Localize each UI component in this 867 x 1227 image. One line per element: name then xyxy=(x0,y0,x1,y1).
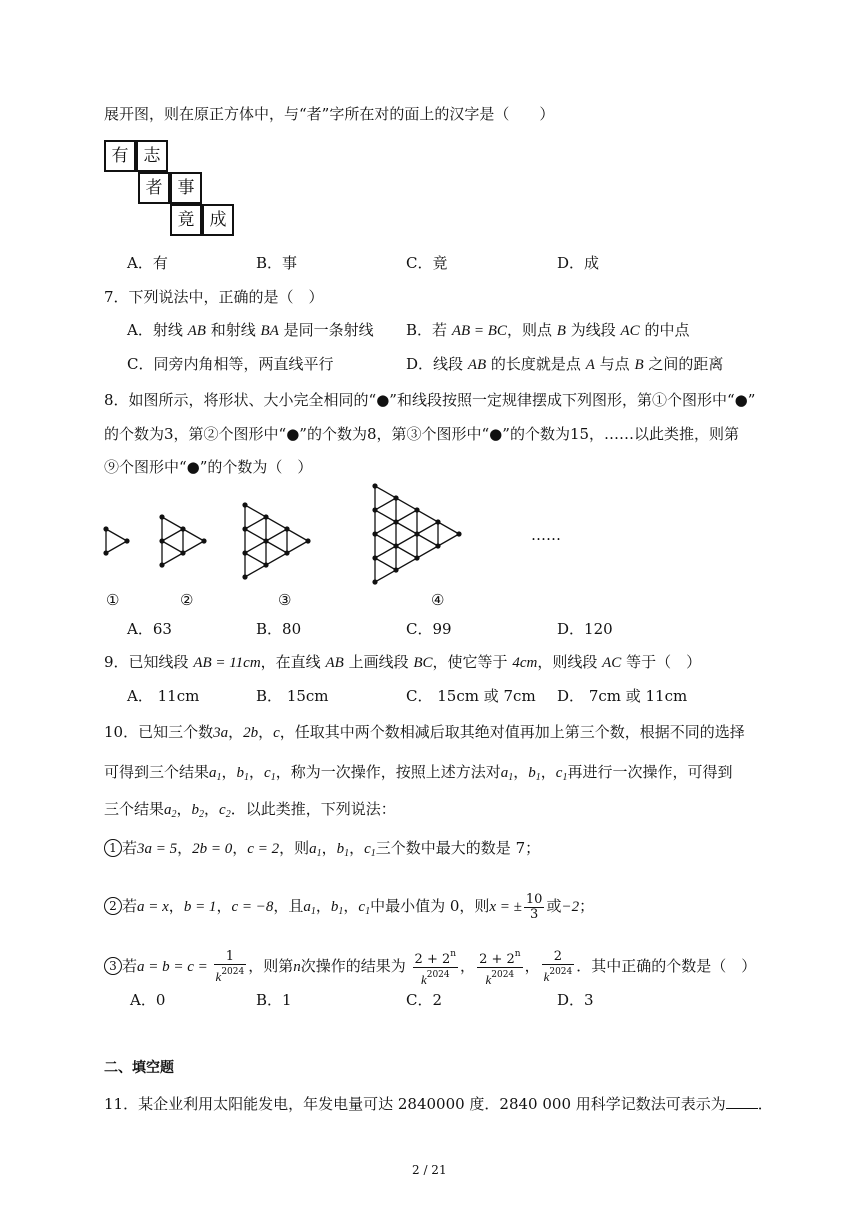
figure-dot xyxy=(414,507,419,512)
figure-dot xyxy=(180,550,185,555)
q7-option-c: C．同旁内角相等，两直线平行 xyxy=(127,355,334,373)
q10-line-2: 可得到三个结果$a_1$，$b_1$，$c_1$，称为一次操作，按照上述方法对$a_1$，$b_1$，$c_1$再进行一次操作，可得到 xyxy=(104,763,733,783)
q9-option-a: A． 11cm xyxy=(127,687,200,705)
figure-dot xyxy=(414,555,419,560)
q10-line-1: 10．已知三个数3a，2b，c，任取其中两个数相减后取其绝对值再加上第三个数，根据不同的选择 xyxy=(104,723,745,741)
q9-option-c: C． 15cm 或 7cm xyxy=(406,687,536,705)
q6-option-d: D．成 xyxy=(557,254,600,272)
q6-intro: 展开图，则在原正方体中，与“者”字所在对的面上的汉字是（ ） xyxy=(104,105,555,123)
q9-option-d: D． 7cm 或 11cm xyxy=(557,687,688,705)
figure-dot xyxy=(159,538,164,543)
figure-segment xyxy=(106,529,127,541)
figure-segment xyxy=(417,534,438,546)
figure-dot xyxy=(435,543,440,548)
figure-dot xyxy=(159,562,164,567)
figure-segment xyxy=(375,546,396,558)
q6-option-c: C．竟 xyxy=(406,254,448,272)
q8-option-d: D．120 xyxy=(557,620,613,638)
net-cell-3: 者 xyxy=(138,172,170,204)
figure-dot xyxy=(393,543,398,548)
figure-segment xyxy=(375,534,396,546)
figure-dot xyxy=(435,519,440,524)
figure-segment xyxy=(162,541,183,553)
q6-option-a: A．有 xyxy=(127,254,168,272)
figure-segment xyxy=(396,534,417,546)
net-cell-4: 事 xyxy=(170,172,202,204)
q9-stem: 9．已知线段 AB = 11cm，在直线 AB 上画线段 BC，使它等于 4cm，则线段 AC 等于（ ） xyxy=(104,653,702,671)
figure-dot xyxy=(456,531,461,536)
figure-dot xyxy=(393,519,398,524)
figure-dot xyxy=(414,531,419,536)
figure-dot xyxy=(263,562,268,567)
q8-option-c: C．99 xyxy=(406,620,452,638)
figure-segment xyxy=(245,529,266,541)
figure-label-1: ① xyxy=(106,591,120,609)
q7-option-b: B．若 AB = BC，则点 B 为线段 AC 的中点 xyxy=(406,321,690,339)
figure-label-3: ③ xyxy=(278,591,292,609)
figure-dot xyxy=(393,495,398,500)
q8-line-2: 的个数为3，第②个图形中“●”的个数为8，第③个图形中“●”的个数为15，……以此类推，则第 xyxy=(104,425,740,443)
figure-segment xyxy=(417,522,438,534)
figure-segment xyxy=(266,541,287,553)
q8-option-b: B．80 xyxy=(256,620,302,638)
section-title: 二、填空题 xyxy=(104,1060,174,1076)
figure-dot xyxy=(180,526,185,531)
figure-segment xyxy=(245,517,266,529)
figure-segment xyxy=(396,522,417,534)
figures-ellipsis: …… xyxy=(531,526,561,544)
q6-option-b: B．事 xyxy=(256,254,298,272)
q10-option-c: C．2 xyxy=(406,991,443,1009)
q10-line-3: 三个结果$a_2$，$b_2$，$c_2$．以此类推，下列说法： xyxy=(104,800,396,820)
figure-segment xyxy=(245,541,266,553)
net-cell-1: 有 xyxy=(104,140,136,172)
figure-dot xyxy=(372,555,377,560)
figure-dot xyxy=(372,483,377,488)
figure-segment xyxy=(162,529,183,541)
figure-segment xyxy=(266,529,287,541)
figure-segment xyxy=(375,498,396,510)
figure-dot xyxy=(305,538,310,543)
figure-dot xyxy=(372,579,377,584)
q7-option-d: D．线段 AB 的长度就是点 A 与点 B 之间的距离 xyxy=(406,355,724,373)
figure-dot xyxy=(159,514,164,519)
q10-statement-2: 2 若a = x，b = 1，c = −8，且$a_1$，$b_1$，$c_1$中最小值为 0，则x = ± $\frac{10}{3}$ 或−2； xyxy=(104,884,594,934)
page-number: 2 / 21 xyxy=(412,1163,447,1177)
figure-segment xyxy=(396,546,417,558)
q8-line-3: ⑨个图形中“●”的个数为（ ） xyxy=(104,458,313,476)
q7-stem: 7．下列说法中，正确的是（ ） xyxy=(104,288,324,306)
figure-label-4: ④ xyxy=(431,591,445,609)
figure-dot xyxy=(372,531,377,536)
figure-dot xyxy=(242,502,247,507)
q8-line-1: 8．如图所示，将形状、大小完全相同的“●”和线段按照一定规律摆成下列图形，第①个图形中“●” xyxy=(104,391,756,409)
q10-option-a: A．0 xyxy=(130,991,166,1009)
figure-segment xyxy=(375,510,396,522)
figure-dot xyxy=(201,538,206,543)
q11-stem: 11．某企业利用太阳能发电，年发电量可达 2840000 度．2840 000 用科学记数法可表示为 ． xyxy=(104,1095,773,1113)
q10-statement-3: 3 若a = b = c = $\frac{1}{k^{2024}}$ ，则第n次操作的结果为 $\frac{2 + 2^n}{k^{2024}}$ ， $\frac{2 + 2^n}{k^{2024}}$ ， $\frac{2}{k^{2024}}$ ．其中正确的个数是（ ） xyxy=(104,944,756,989)
figure-dot xyxy=(263,514,268,519)
figure-dot xyxy=(103,526,108,531)
q8-option-a: A．63 xyxy=(127,620,172,638)
q9-option-b: B． 15cm xyxy=(256,687,329,705)
figure-segment xyxy=(106,541,127,553)
figure-dot xyxy=(284,526,289,531)
figure-dot xyxy=(242,526,247,531)
net-cell-6: 成 xyxy=(202,204,234,236)
figure-segment xyxy=(245,553,266,565)
figure-dot xyxy=(393,567,398,572)
figure-dot xyxy=(284,550,289,555)
figure-segment xyxy=(375,558,396,570)
figure-segment xyxy=(375,522,396,534)
figure-segment xyxy=(396,510,417,522)
figure-dot xyxy=(124,538,129,543)
figure-dot xyxy=(372,507,377,512)
figure-label-2: ② xyxy=(180,591,194,609)
figure-dot xyxy=(263,538,268,543)
figure-dot xyxy=(242,550,247,555)
q10-statement-1: 1 若3a = 5，2b = 0，c = 2，则$a_1$，$b_1$，$c_1$三个数中最大的数是 7； xyxy=(104,838,540,864)
q10-option-d: D．3 xyxy=(557,991,594,1009)
net-cell-2: 志 xyxy=(136,140,168,172)
figure-dot xyxy=(103,550,108,555)
net-cell-5: 竟 xyxy=(170,204,202,236)
figure-dot xyxy=(242,574,247,579)
q10-option-b: B．1 xyxy=(256,991,292,1009)
q7-option-a: A．射线 AB 和射线 BA 是同一条射线 xyxy=(127,321,374,339)
